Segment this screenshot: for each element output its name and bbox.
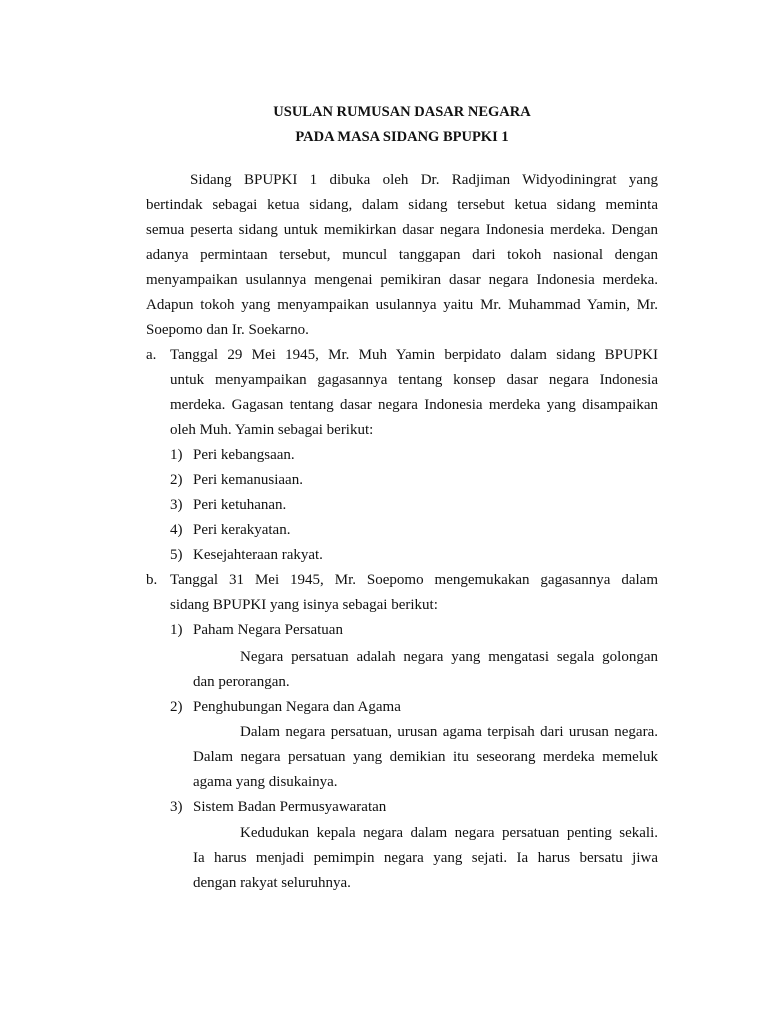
section-a-line: merdeka. Gagasan tentang dasar negara Indonesia merdeka yang disampaikan xyxy=(170,397,658,413)
list-item-body: Negara persatuan adalah negara yang mengatasi segala golongan xyxy=(240,649,658,665)
section-b-marker: b. xyxy=(146,572,158,588)
list-item-heading: Penghubungan Negara dan Agama xyxy=(193,699,401,715)
list-item-number: 2) xyxy=(170,472,183,488)
list-item: Peri ketuhanan. xyxy=(193,497,287,513)
intro-line: bertindak sebagai ketua sidang, dalam sidang tersebut ketua sidang meminta xyxy=(146,197,658,213)
list-item-number: 2) xyxy=(170,699,183,715)
intro-line: adanya permintaan tersebut, muncul tanggapan dari tokoh nasional dengan xyxy=(146,247,658,263)
section-a-line: untuk menyampaikan gagasannya tentang konsep dasar negara Indonesia xyxy=(170,372,658,388)
list-item-body: dengan rakyat seluruhnya. xyxy=(193,875,351,891)
document-title-line-1: USULAN RUMUSAN DASAR NEGARA xyxy=(273,104,531,120)
section-b-line: sidang BPUPKI yang isinya sebagai berikut: xyxy=(170,597,438,613)
list-item-number: 5) xyxy=(170,547,183,563)
list-item-heading: Paham Negara Persatuan xyxy=(193,622,343,638)
list-item-body: Ia harus menjadi pemimpin negara yang sejati. Ia harus bersatu jiwa xyxy=(193,850,658,866)
intro-line: Soepomo dan Ir. Soekarno. xyxy=(146,322,309,338)
section-a-line: Tanggal 29 Mei 1945, Mr. Muh Yamin berpidato dalam sidang BPUPKI xyxy=(170,347,658,363)
intro-line: semua peserta sidang untuk memikirkan dasar negara Indonesia merdeka. Dengan xyxy=(146,222,658,238)
list-item-number: 1) xyxy=(170,447,183,463)
list-item-body: dan perorangan. xyxy=(193,674,290,690)
document-title-line-2: PADA MASA SIDANG BPUPKI 1 xyxy=(295,129,509,145)
intro-line: menyampaikan usulannya mengenai pemikiran dasar negara Indonesia merdeka. xyxy=(146,272,658,288)
list-item-body: Dalam negara persatuan yang demikian itu seseorang merdeka memeluk xyxy=(193,749,658,765)
list-item-body: Kedudukan kepala negara dalam negara persatuan penting sekali. xyxy=(240,825,658,841)
list-item: Peri kemanusiaan. xyxy=(193,472,303,488)
intro-line: Adapun tokoh yang menyampaikan usulannya yaitu Mr. Muhammad Yamin, Mr. xyxy=(146,297,658,313)
list-item: Kesejahteraan rakyat. xyxy=(193,547,323,563)
list-item-number: 1) xyxy=(170,622,183,638)
list-item-number: 3) xyxy=(170,799,183,815)
list-item-body: Dalam negara persatuan, urusan agama terpisah dari urusan negara. xyxy=(240,724,658,740)
list-item-number: 4) xyxy=(170,522,183,538)
intro-line: Sidang BPUPKI 1 dibuka oleh Dr. Radjiman Widyodiningrat yang xyxy=(190,172,658,188)
list-item-body: agama yang disukainya. xyxy=(193,774,338,790)
list-item: Peri kebangsaan. xyxy=(193,447,295,463)
section-a-line: oleh Muh. Yamin sebagai berikut: xyxy=(170,422,374,438)
list-item-heading: Sistem Badan Permusyawaratan xyxy=(193,799,387,815)
list-item-number: 3) xyxy=(170,497,183,513)
section-b-line: Tanggal 31 Mei 1945, Mr. Soepomo mengemukakan gagasannya dalam xyxy=(170,572,658,588)
list-item: Peri kerakyatan. xyxy=(193,522,291,538)
section-a-marker: a. xyxy=(146,347,157,363)
